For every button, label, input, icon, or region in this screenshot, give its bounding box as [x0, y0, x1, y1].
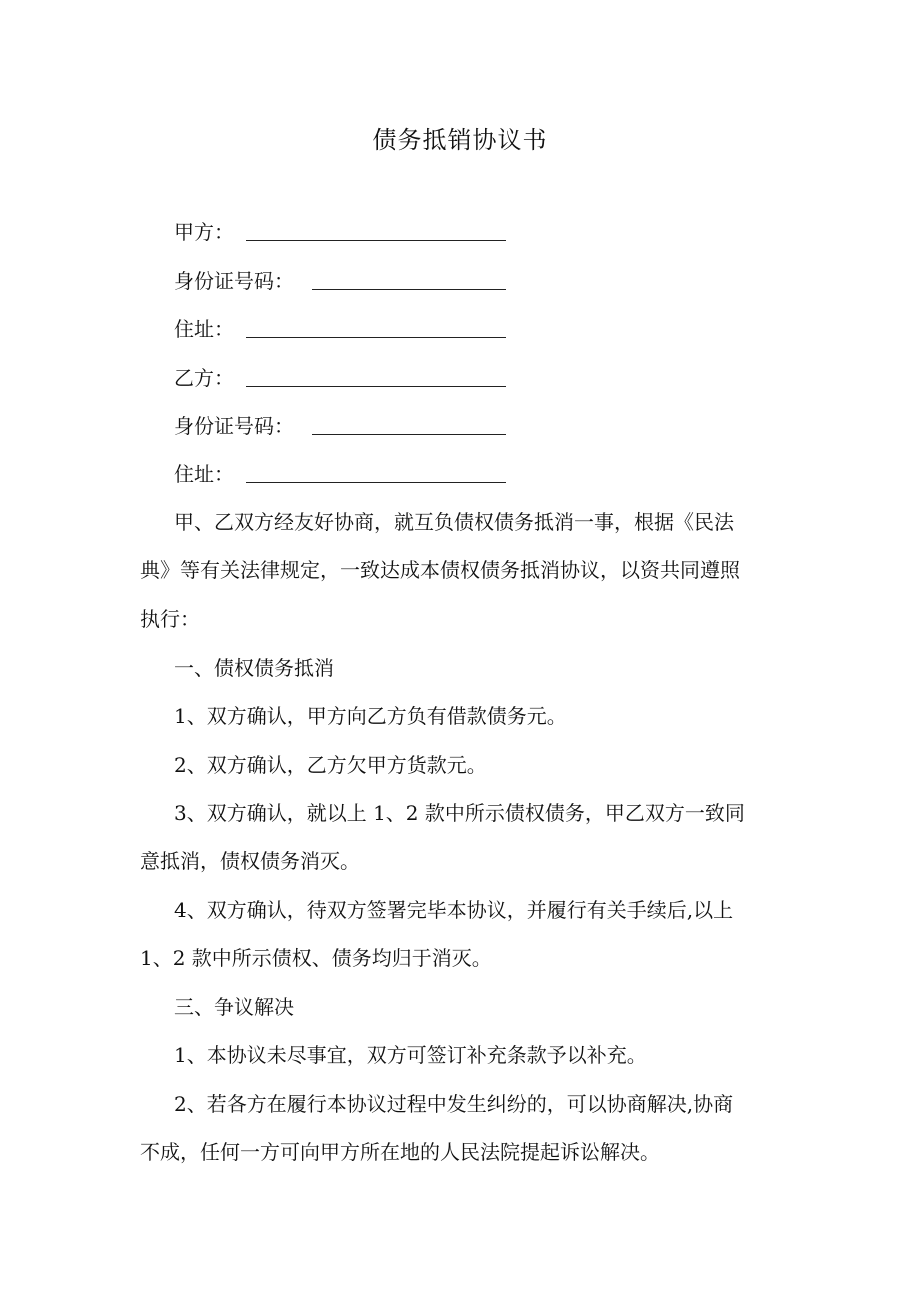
section-3-item-2-line-1: 2、若各方在履行本协议过程中发生纠纷的，可以协商解决,协商 — [174, 1092, 734, 1116]
party-b-blank — [246, 386, 506, 387]
section-1-item-1: 1、双方确认，甲方向乙方负有借款债务元。 — [174, 704, 567, 728]
party-b-address-label: 住址： — [174, 462, 234, 486]
section-1-item-4-line-2: 1、2 款中所示债权、债务均归于消灭。 — [140, 946, 492, 970]
party-b-id-label: 身份证号码： — [174, 414, 294, 438]
party-a-id-blank — [312, 289, 506, 290]
party-b-id-blank — [312, 434, 506, 435]
section-3-item-2-line-2: 不成，任何一方可向甲方所在地的人民法院提起诉讼解决。 — [140, 1140, 660, 1164]
party-b-label: 乙方： — [174, 366, 234, 390]
party-a-id-label: 身份证号码： — [174, 269, 294, 293]
section-3-heading: 三、争议解决 — [174, 995, 294, 1019]
party-a-label: 甲方： — [174, 220, 234, 244]
section-1-item-4-line-1: 4、双方确认，待双方签署完毕本协议，并履行有关手续后,以上 — [174, 898, 734, 922]
party-b-address-blank — [246, 482, 506, 483]
document-title: 债务抵销协议书 — [372, 126, 548, 154]
section-1-item-2: 2、双方确认，乙方欠甲方货款元。 — [174, 753, 487, 777]
party-a-address-blank — [246, 337, 506, 338]
section-1-item-3-line-2: 意抵消，债权债务消灭。 — [140, 849, 360, 873]
party-a-blank — [246, 240, 506, 241]
section-1-item-3-line-1: 3、双方确认，就以上 1、2 款中所示债权债务，甲乙双方一致同 — [174, 801, 745, 825]
section-1-heading: 一、债权债务抵消 — [174, 656, 334, 680]
intro-line-1: 甲、乙双方经友好协商，就互负债权债务抵消一事，根据《民法 — [174, 510, 734, 534]
intro-line-3: 执行： — [140, 607, 200, 631]
section-3-item-1: 1、本协议未尽事宜，双方可签订补充条款予以补充。 — [174, 1043, 647, 1067]
party-a-address-label: 住址： — [174, 317, 234, 341]
intro-line-2: 典》等有关法律规定，一致达成本债权债务抵消协议，以资共同遵照 — [140, 558, 740, 582]
